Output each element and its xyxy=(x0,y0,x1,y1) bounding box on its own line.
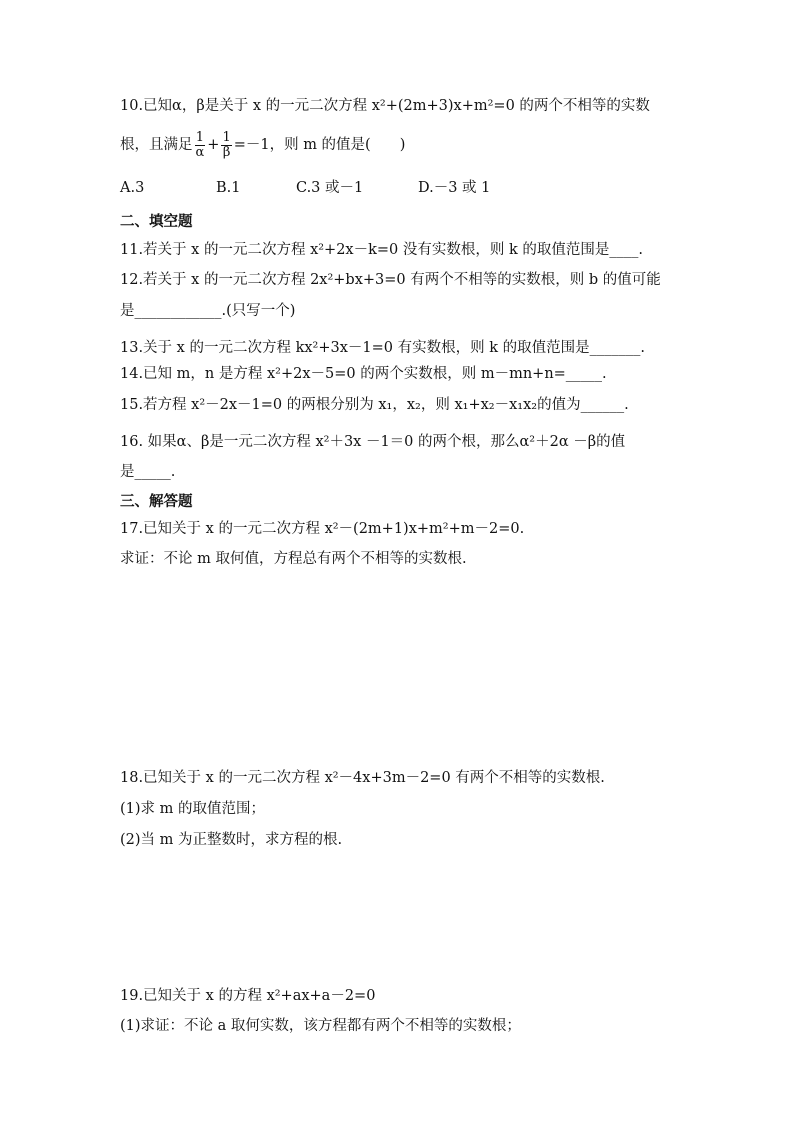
section-fill-in-blank-title: 二、填空题 xyxy=(120,214,193,230)
question-10-prefix: 根，且满足 xyxy=(120,137,193,153)
plus-sign: + xyxy=(207,137,220,153)
question-11: 11.若关于 x 的一元二次方程 x²+2x－k=0 没有实数根，则 k 的取值范围是____. xyxy=(120,242,643,258)
question-16-line-1: 16. 如果α、β是一元二次方程 x²＋3x －1＝0 的两个根，那么α²＋2α －β的值 xyxy=(120,434,626,450)
fraction-one-over-beta: $\frac{1}{\beta}$ xyxy=(222,129,231,160)
question-18-line-3: (2)当 m 为正整数时，求方程的根. xyxy=(120,832,343,848)
question-10-line-2 xyxy=(120,128,405,162)
question-14: 14.已知 m，n 是方程 x²+2x－5=0 的两个实数根，则 m－mn+n=_____. xyxy=(120,366,607,382)
question-19-line-1: 19.已知关于 x 的方程 x²+ax+a－2=0 xyxy=(120,988,376,1004)
question-12-line-1: 12.若关于 x 的一元二次方程 2x²+bx+3=0 有两个不相等的实数根，则 b 的值可能 xyxy=(120,272,661,288)
question-19-line-2: (1)求证：不论 a 取何实数，该方程都有两个不相等的实数根； xyxy=(120,1018,521,1034)
section-solutions-title: 三、解答题 xyxy=(120,494,193,510)
fraction-one-over-alpha: $\frac{1}{\alpha}$ xyxy=(195,129,205,160)
question-13: 13.关于 x 的一元二次方程 kx²+3x－1=0 有实数根，则 k 的取值范围是_______. xyxy=(120,340,645,356)
option-a: A.3 xyxy=(120,180,145,196)
question-10-line-1: 10.已知α，β是关于 x 的一元二次方程 x²+(2m+3)x+m²=0 的两个不相等的实数 xyxy=(120,98,650,114)
option-c: C.3 或－1 xyxy=(296,180,364,196)
question-15: 15.若方程 x²－2x－1=0 的两根分别为 x₁，x₂，则 x₁+x₂－x₁x₂的值为______. xyxy=(120,397,629,413)
question-12-line-2: 是____________.(只写一个) xyxy=(120,303,296,319)
question-10-suffix: =－1，则 m 的值是( ) xyxy=(233,137,406,153)
question-18-line-2: (1)求 m 的取值范围； xyxy=(120,801,266,817)
option-b: B.1 xyxy=(216,180,241,196)
question-10-options xyxy=(120,178,490,198)
question-17-line-1: 17.已知关于 x 的一元二次方程 x²－(2m+1)x+m²+m－2=0. xyxy=(120,521,525,537)
question-17-line-2: 求证：不论 m 取何值，方程总有两个不相等的实数根. xyxy=(120,551,467,567)
question-16-line-2: 是_____. xyxy=(120,464,176,480)
option-d: D.－3 或 1 xyxy=(418,180,491,196)
question-18-line-1: 18.已知关于 x 的一元二次方程 x²－4x+3m－2=0 有两个不相等的实数根. xyxy=(120,770,605,786)
